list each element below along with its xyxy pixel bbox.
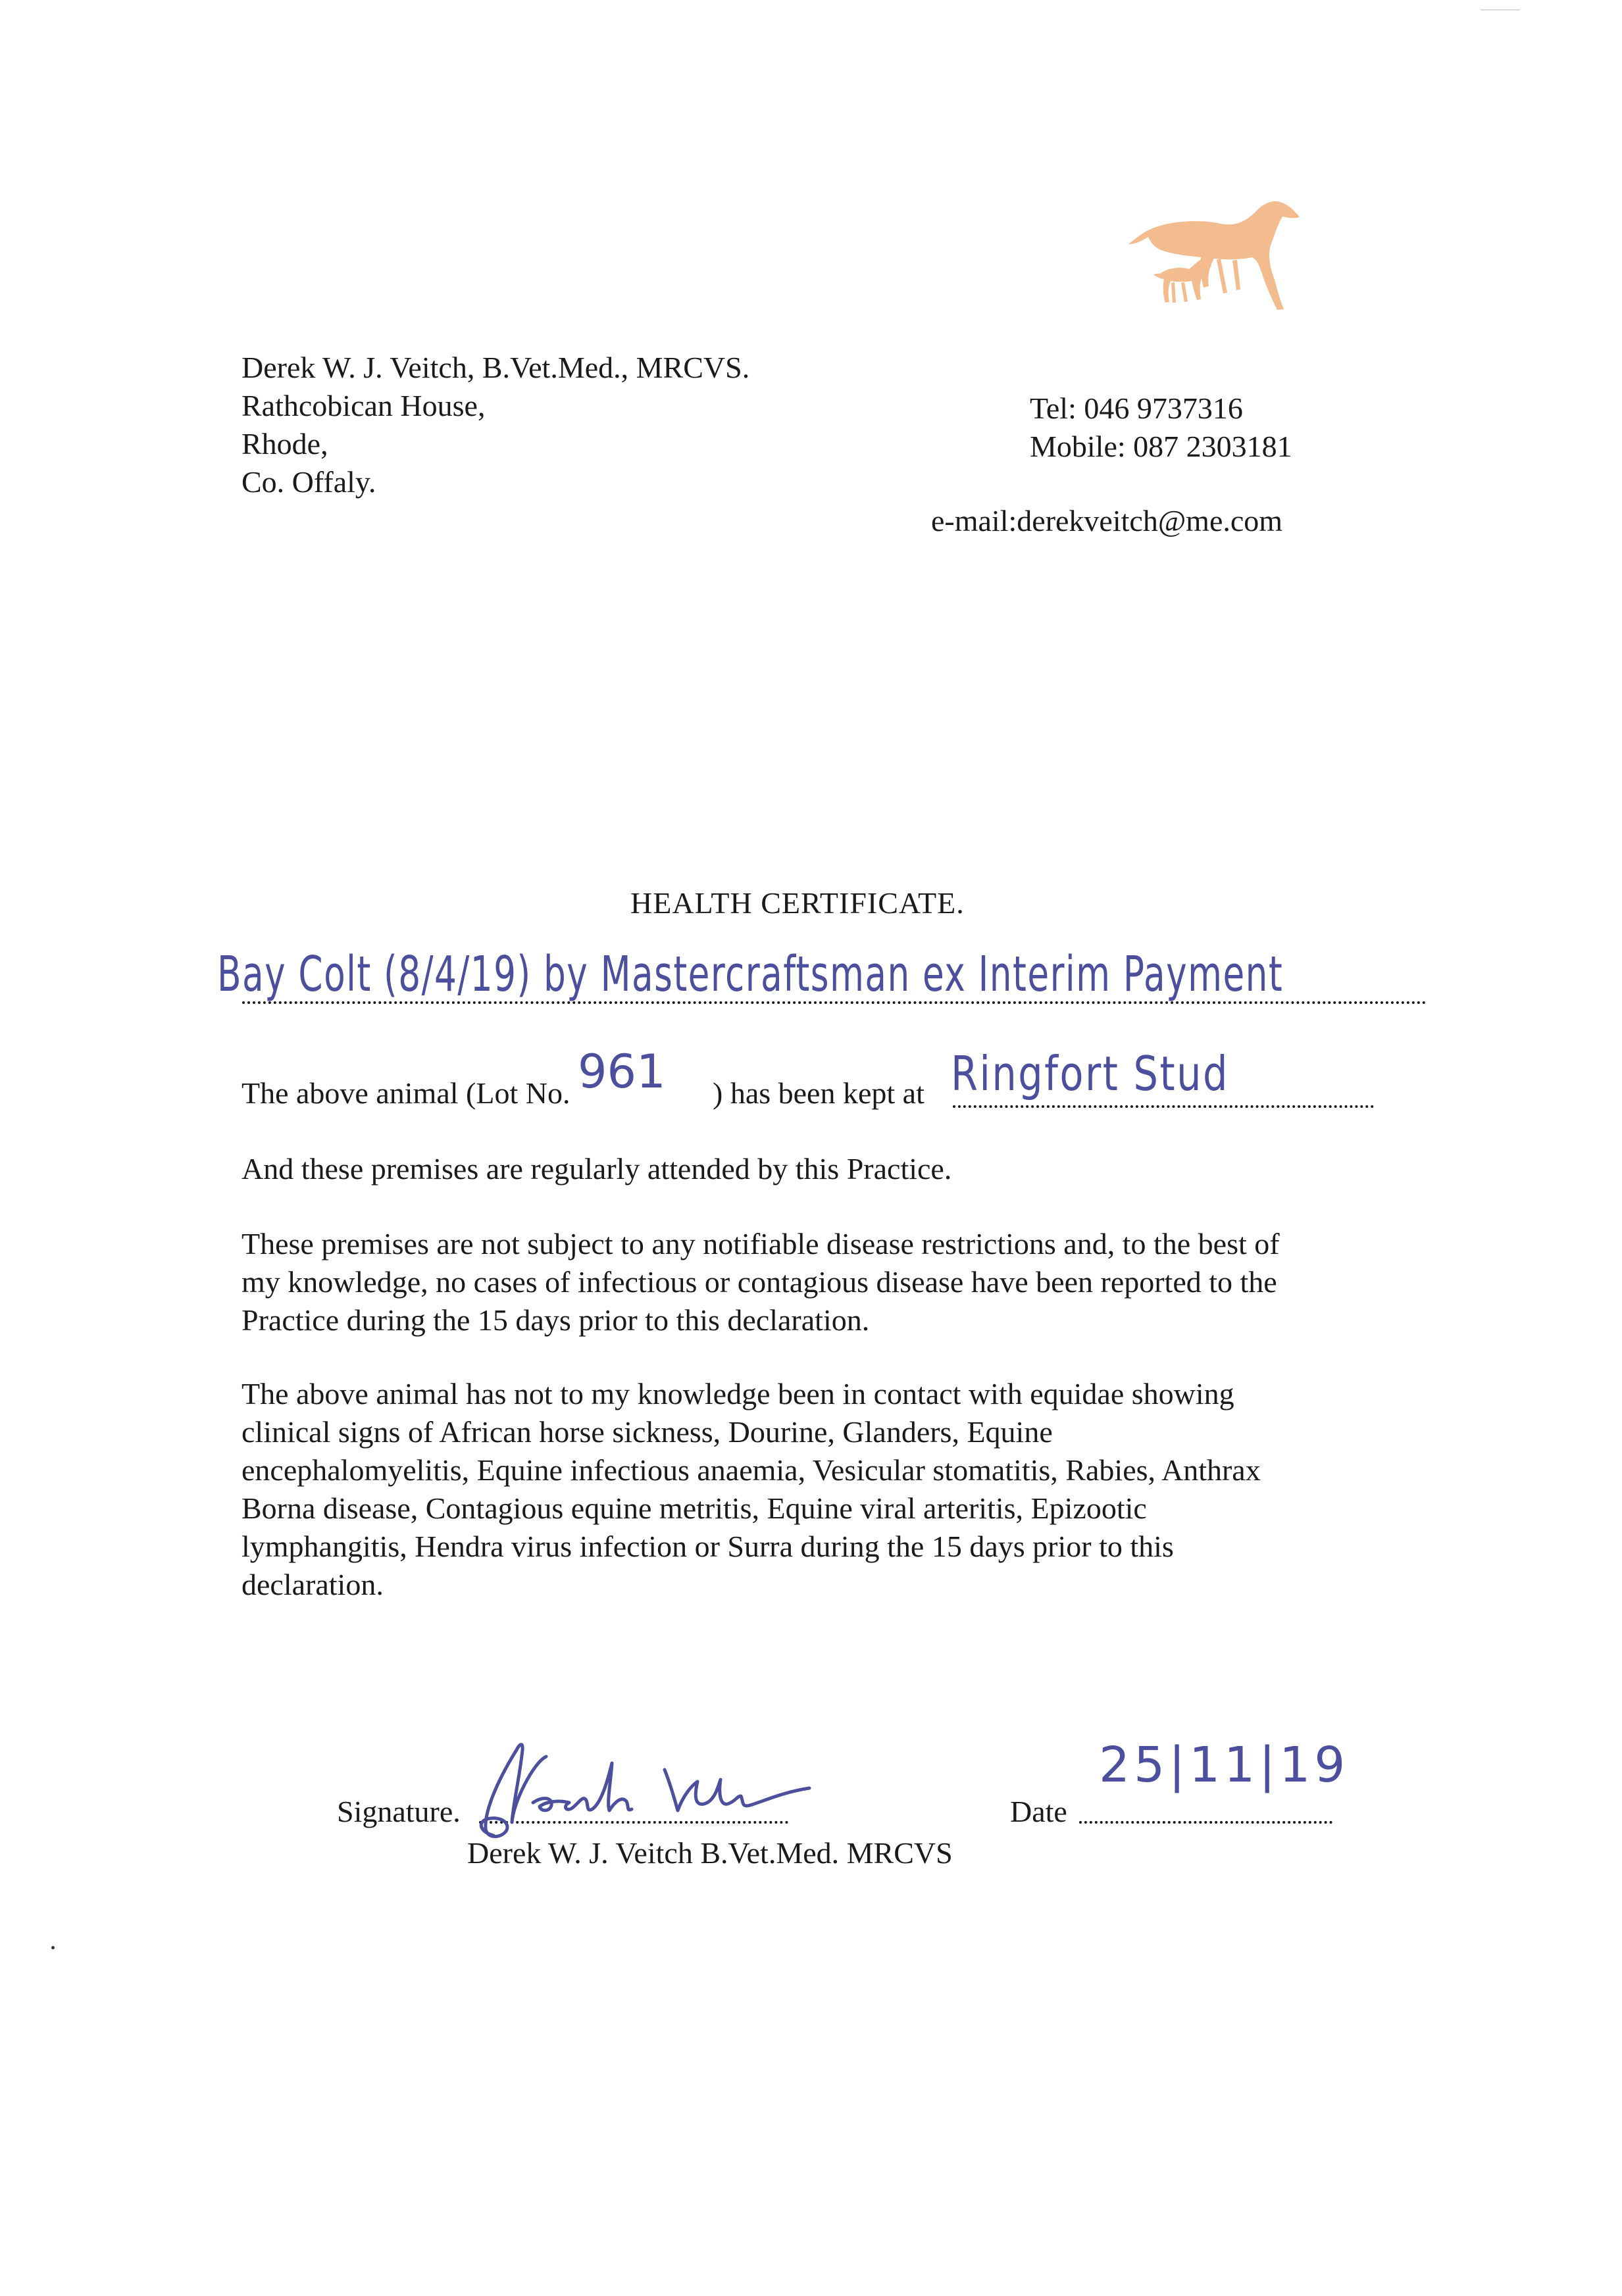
scan-edge-mark: [1481, 9, 1520, 11]
handwritten-animal-description: Bay Colt (8/4/19) by Mastercraftsman ex Interim Payment: [217, 946, 1284, 1003]
lot-prefix-text: The above animal (Lot No.: [241, 1076, 570, 1110]
paragraph-line: encephalomyelitis, Equine infectious anaemia, Vesicular stomatitis, Rabies, Anthrax: [241, 1453, 1261, 1487]
address-line-3: Co. Offaly.: [241, 465, 376, 499]
paragraph-line: Practice during the 15 days prior to this declaration.: [241, 1303, 870, 1337]
restrictions-paragraph: [241, 1225, 1400, 1339]
telephone-number: Tel: 046 9737316: [1030, 391, 1243, 425]
practitioner-name: Derek W. J. Veitch, B.Vet.Med., MRCVS.: [241, 351, 750, 384]
attendance-line: And these premises are regularly attended by this Practice.: [241, 1152, 952, 1185]
signer-name: Derek W. J. Veitch B.Vet.Med. MRCVS: [467, 1836, 953, 1870]
premises-dotted-line: [953, 1105, 1374, 1108]
scan-speck: [51, 1946, 55, 1949]
paragraph-line: clinical signs of African horse sickness, Dourine, Glanders, Equine: [241, 1415, 1053, 1449]
handwritten-date: 25|11|19: [1099, 1737, 1350, 1793]
paragraph-line: Borna disease, Contagious equine metritis, Equine viral arteritis, Epizootic: [241, 1491, 1147, 1525]
description-dotted-line: [242, 1001, 1427, 1004]
horse-and-foal-logo-icon: [1122, 194, 1309, 312]
address-line-1: Rathcobican House,: [241, 389, 486, 422]
date-label: Date: [1010, 1795, 1067, 1828]
lot-suffix-text: ) has been kept at: [713, 1076, 925, 1110]
paragraph-line: my knowledge, no cases of infectious or contagious disease have been reported to the: [241, 1265, 1277, 1299]
handwritten-signature: [454, 1724, 849, 1849]
attendance-statement: [241, 1150, 1400, 1188]
handwritten-lot-number: 961: [578, 1045, 666, 1099]
paragraph-line: These premises are not subject to any notifiable disease restrictions and, to the best of: [241, 1227, 1280, 1260]
paragraph-line: lymphangitis, Hendra virus infection or Surra during the 15 days prior to this: [241, 1530, 1174, 1563]
certificate-title: HEALTH CERTIFICATE.: [630, 886, 965, 920]
date-dotted-line: [1079, 1821, 1332, 1824]
email-address: e-mail:derekveitch@me.com: [931, 504, 1283, 537]
address-line-2: Rhode,: [241, 427, 328, 461]
signature-label: Signature.: [337, 1795, 461, 1828]
letterhead-contact: [1030, 389, 1292, 466]
handwritten-premises-name: Ringfort Stud: [951, 1046, 1229, 1101]
letterhead-address: [241, 349, 749, 501]
paragraph-line: The above animal has not to my knowledge been in contact with equidae showing: [241, 1377, 1234, 1410]
mobile-number: Mobile: 087 2303181: [1030, 430, 1292, 463]
paragraph-line: declaration.: [241, 1568, 384, 1601]
disease-contact-paragraph: [241, 1375, 1400, 1604]
